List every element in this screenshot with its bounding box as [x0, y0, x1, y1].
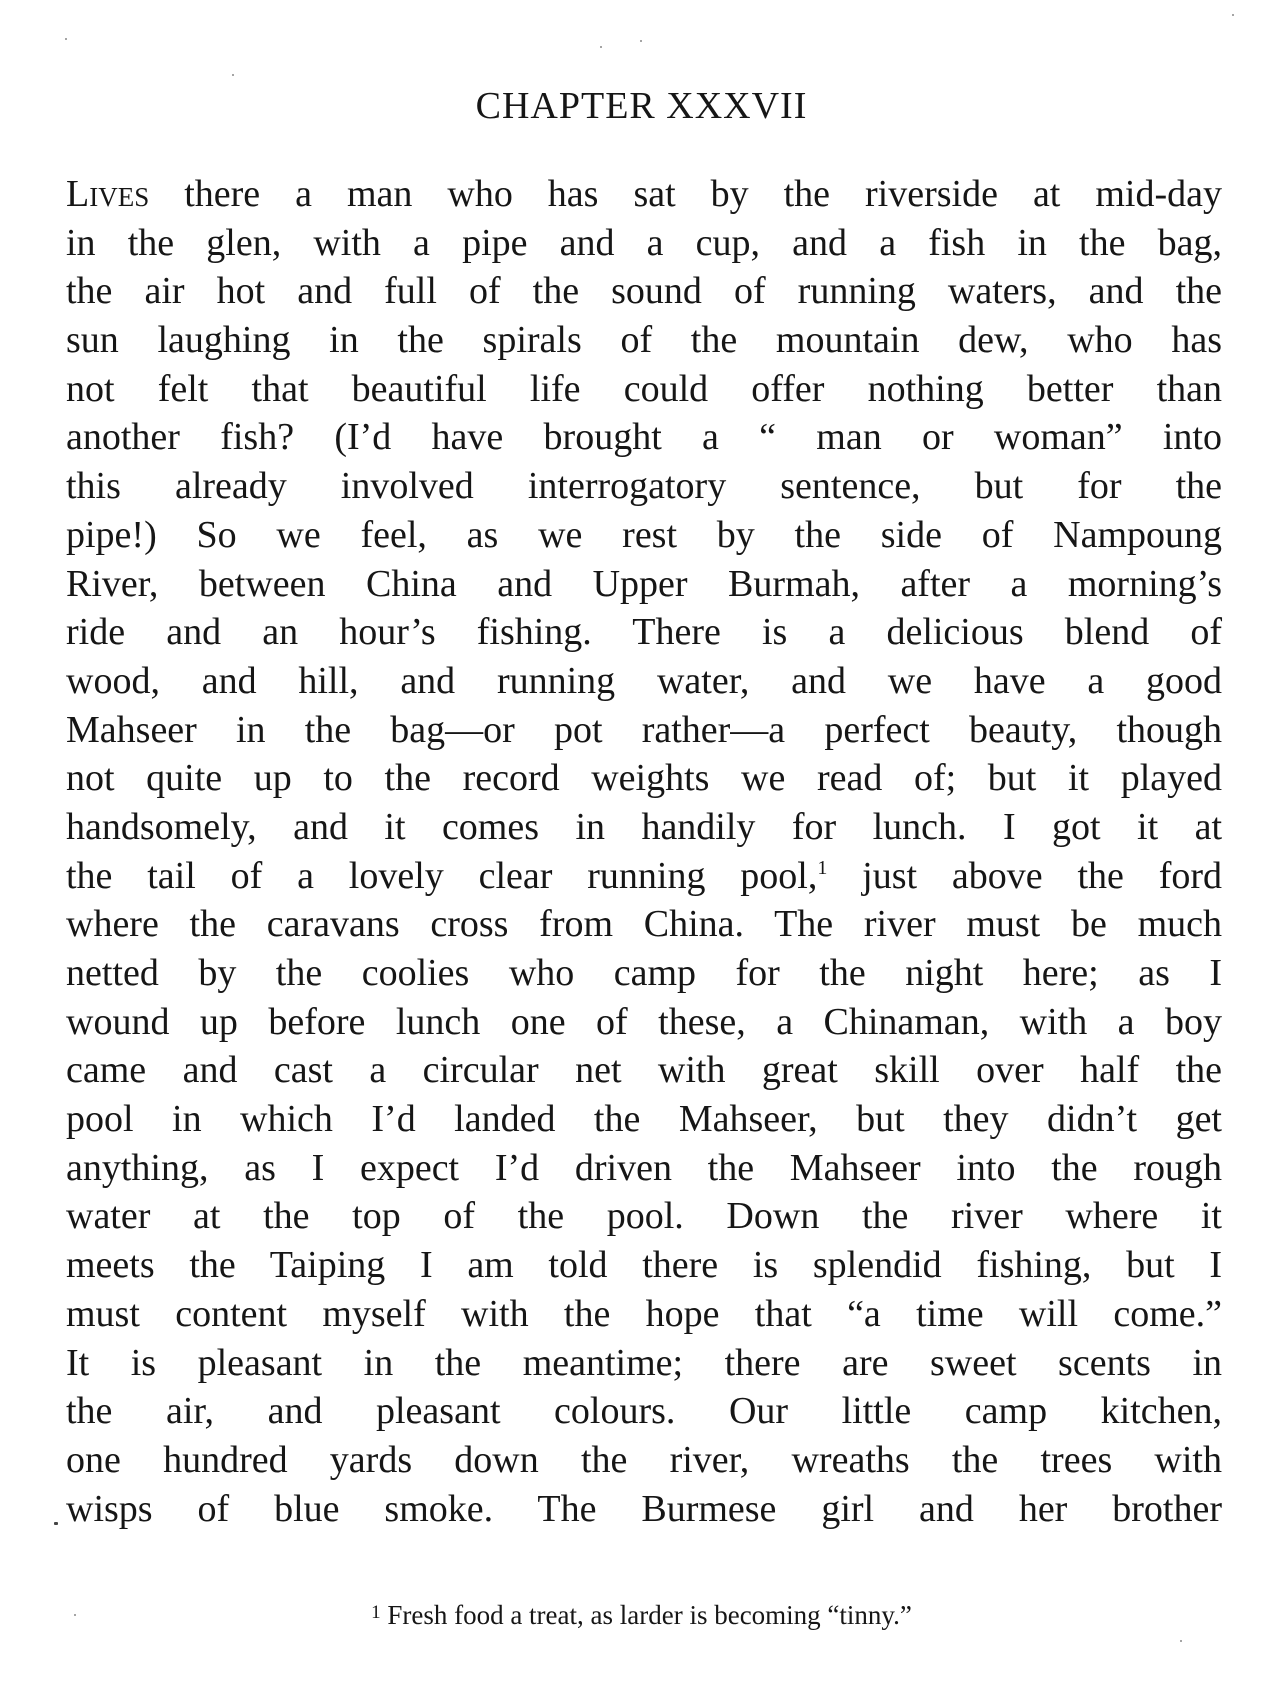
- text-line-15: [66, 852, 1222, 901]
- text-line-28: wisps of blue smoke. The Burmese girl and her brother: [66, 1487, 1222, 1530]
- text-line-19: came and cast a circular net with great skill over half the: [66, 1049, 1222, 1092]
- paper-speck: [65, 38, 67, 40]
- line-text-tail: just above the ford: [827, 854, 1222, 897]
- text-line-18: wound up before lunch one of these, a Chinaman, with a boy: [66, 1000, 1222, 1043]
- text-line-20: pool in which I’d landed the Mahseer, but they didn’t get: [66, 1098, 1222, 1141]
- text-line-6: another fish? (I’d have brought a “ man or woman” into: [66, 416, 1222, 459]
- paper-speck: [640, 40, 642, 42]
- line-text: there a man who has sat by the riverside at mid-day: [149, 173, 1222, 215]
- text-line-4: sun laughing in the spirals of the mountain dew, who has: [66, 319, 1222, 362]
- paper-speck: [1232, 14, 1234, 16]
- text-line-27: one hundred yards down the river, wreaths the trees with: [66, 1438, 1222, 1481]
- text-line-22: water at the top of the pool. Down the river where it: [66, 1195, 1222, 1238]
- footnote: [0, 1596, 1283, 1632]
- text-line-21: anything, as I expect I’d driven the Mahseer into the rough: [66, 1146, 1222, 1189]
- text-line-2: in the glen, with a pipe and a cup, and a fish in the bag,: [66, 221, 1222, 264]
- text-line-9: River, between China and Upper Burmah, after a morning’s: [66, 562, 1222, 605]
- paper-speck: [232, 74, 234, 76]
- text-line-1: [66, 170, 1222, 219]
- text-line-3: the air hot and full of the sound of running waters, and the: [66, 270, 1222, 313]
- line-text: the tail of a lovely clear running pool,: [66, 854, 818, 897]
- text-line-17: netted by the coolies who camp for the night here; as I: [66, 952, 1222, 994]
- text-line-26: the air, and pleasant colours. Our little camp kitchen,: [66, 1390, 1222, 1433]
- text-line-14: handsomely, and it comes in handily for lunch. I got it at: [66, 805, 1222, 848]
- text-line-10: ride and an hour’s fishing. There is a delicious blend of: [66, 611, 1222, 654]
- text-line-8: pipe!) So we feel, as we rest by the side of Nampoung: [66, 513, 1222, 556]
- footnote-text: Fresh food a treat, as larder is becoming “tinny.”: [380, 1600, 912, 1630]
- text-line-12: Mahseer in the bag—or pot rather—a perfect beauty, though: [66, 708, 1222, 751]
- chapter-body-text: [66, 170, 1222, 1533]
- text-line-23: meets the Taiping I am told there is splendid fishing, but I: [66, 1244, 1222, 1287]
- paper-speck: [54, 1522, 58, 1525]
- footnote-marker: 1: [371, 1602, 381, 1623]
- text-line-7: this already involved interrogatory sentence, but for the: [66, 465, 1222, 508]
- text-line-5: not felt that beautiful life could offer nothing better than: [66, 367, 1222, 410]
- text-line-13: not quite up to the record weights we read of; but it played: [66, 757, 1222, 800]
- paper-speck: [1180, 1640, 1182, 1642]
- text-line-16: where the caravans cross from China. The river must be much: [66, 903, 1222, 946]
- text-line-11: wood, and hill, and running water, and we have a good: [66, 659, 1222, 702]
- opening-word: Lives: [66, 173, 150, 215]
- chapter-heading: CHAPTER XXXVII: [475, 85, 808, 127]
- paper-speck: [600, 46, 602, 48]
- text-line-25: It is pleasant in the meantime; there are sweet scents in: [66, 1341, 1222, 1384]
- text-line-24: must content myself with the hope that “a time will come.”: [66, 1292, 1222, 1335]
- footnote-reference[interactable]: 1: [817, 856, 828, 879]
